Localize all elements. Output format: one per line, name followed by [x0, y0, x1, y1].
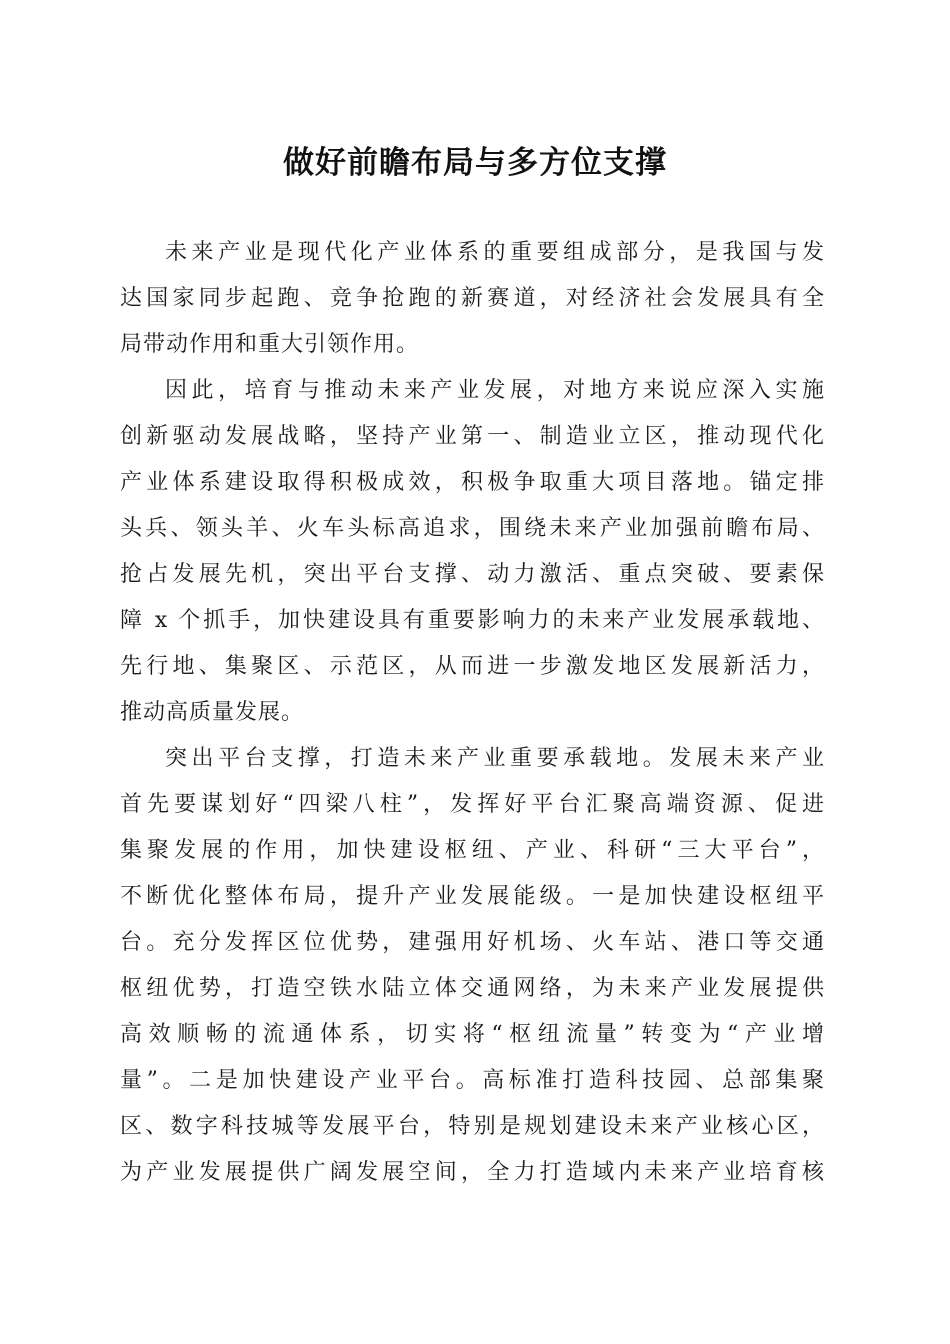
paragraph-3-line-4: 不断优化整体布局，提升产业发展能级。一是加快建设枢纽平 [120, 884, 825, 909]
paragraph-3-line-3: 集聚发展的作用，加快建设枢纽、产业、科研“三大平台”， [120, 838, 825, 863]
paragraph-3-line-1: 突出平台支撑，打造未来产业重要承载地。发展未来产业 [165, 746, 825, 771]
paragraph-3-line-9: 区、数字科技城等发展平台，特别是规划建设未来产业核心区， [120, 1114, 825, 1139]
paragraph-2-line-8: 推动高质量发展。 [120, 700, 305, 725]
paragraph-3-line-8: 量”。二是加快建设产业平台。高标准打造科技园、总部集聚 [120, 1068, 825, 1093]
paragraph-2-line-3: 产业体系建设取得积极成效，积极争取重大项目落地。锚定排 [120, 470, 825, 495]
paragraph-3-line-7: 高效顺畅的流通体系，切实将“枢纽流量”转变为“产业增 [120, 1022, 825, 1047]
paragraph-3-line-5: 台。充分发挥区位优势，建强用好机场、火车站、港口等交通 [120, 930, 825, 955]
paragraph-1-line-3: 局带动作用和重大引领作用。 [120, 332, 420, 357]
paragraph-2-line-2: 创新驱动发展战略，坚持产业第一、制造业立区，推动现代化 [120, 424, 825, 449]
paragraph-2-line-7: 先行地、集聚区、示范区，从而进一步激发地区发展新活力， [120, 654, 825, 679]
paragraph-2-line-1: 因此，培育与推动未来产业发展，对地方来说应深入实施 [165, 378, 825, 403]
document-title: 做好前瞻布局与多方位支撑 [283, 145, 667, 181]
paragraph-3-line-6: 枢纽优势，打造空铁水陆立体交通网络，为未来产业发展提供 [120, 976, 825, 1001]
paragraph-2-line-4: 头兵、领头羊、火车头标高追求，围绕未来产业加强前瞻布局、 [120, 516, 825, 541]
document-body [120, 230, 825, 1196]
paragraph-2-line-6: 障 x 个抓手，加快建设具有重要影响力的未来产业发展承载地、 [120, 608, 825, 633]
paragraph-1-line-2: 达国家同步起跑、竞争抢跑的新赛道，对经济社会发展具有全 [120, 286, 825, 311]
paragraph-3-line-10: 为产业发展提供广阔发展空间，全力打造域内未来产业培育核 [120, 1160, 825, 1185]
paragraph-3-line-2: 首先要谋划好“四梁八柱”，发挥好平台汇聚高端资源、促进 [120, 792, 825, 817]
paragraph-2-line-5: 抢占发展先机，突出平台支撑、动力激活、重点突破、要素保 [120, 562, 825, 587]
paragraph-1-line-1: 未来产业是现代化产业体系的重要组成部分，是我国与发 [165, 240, 825, 265]
